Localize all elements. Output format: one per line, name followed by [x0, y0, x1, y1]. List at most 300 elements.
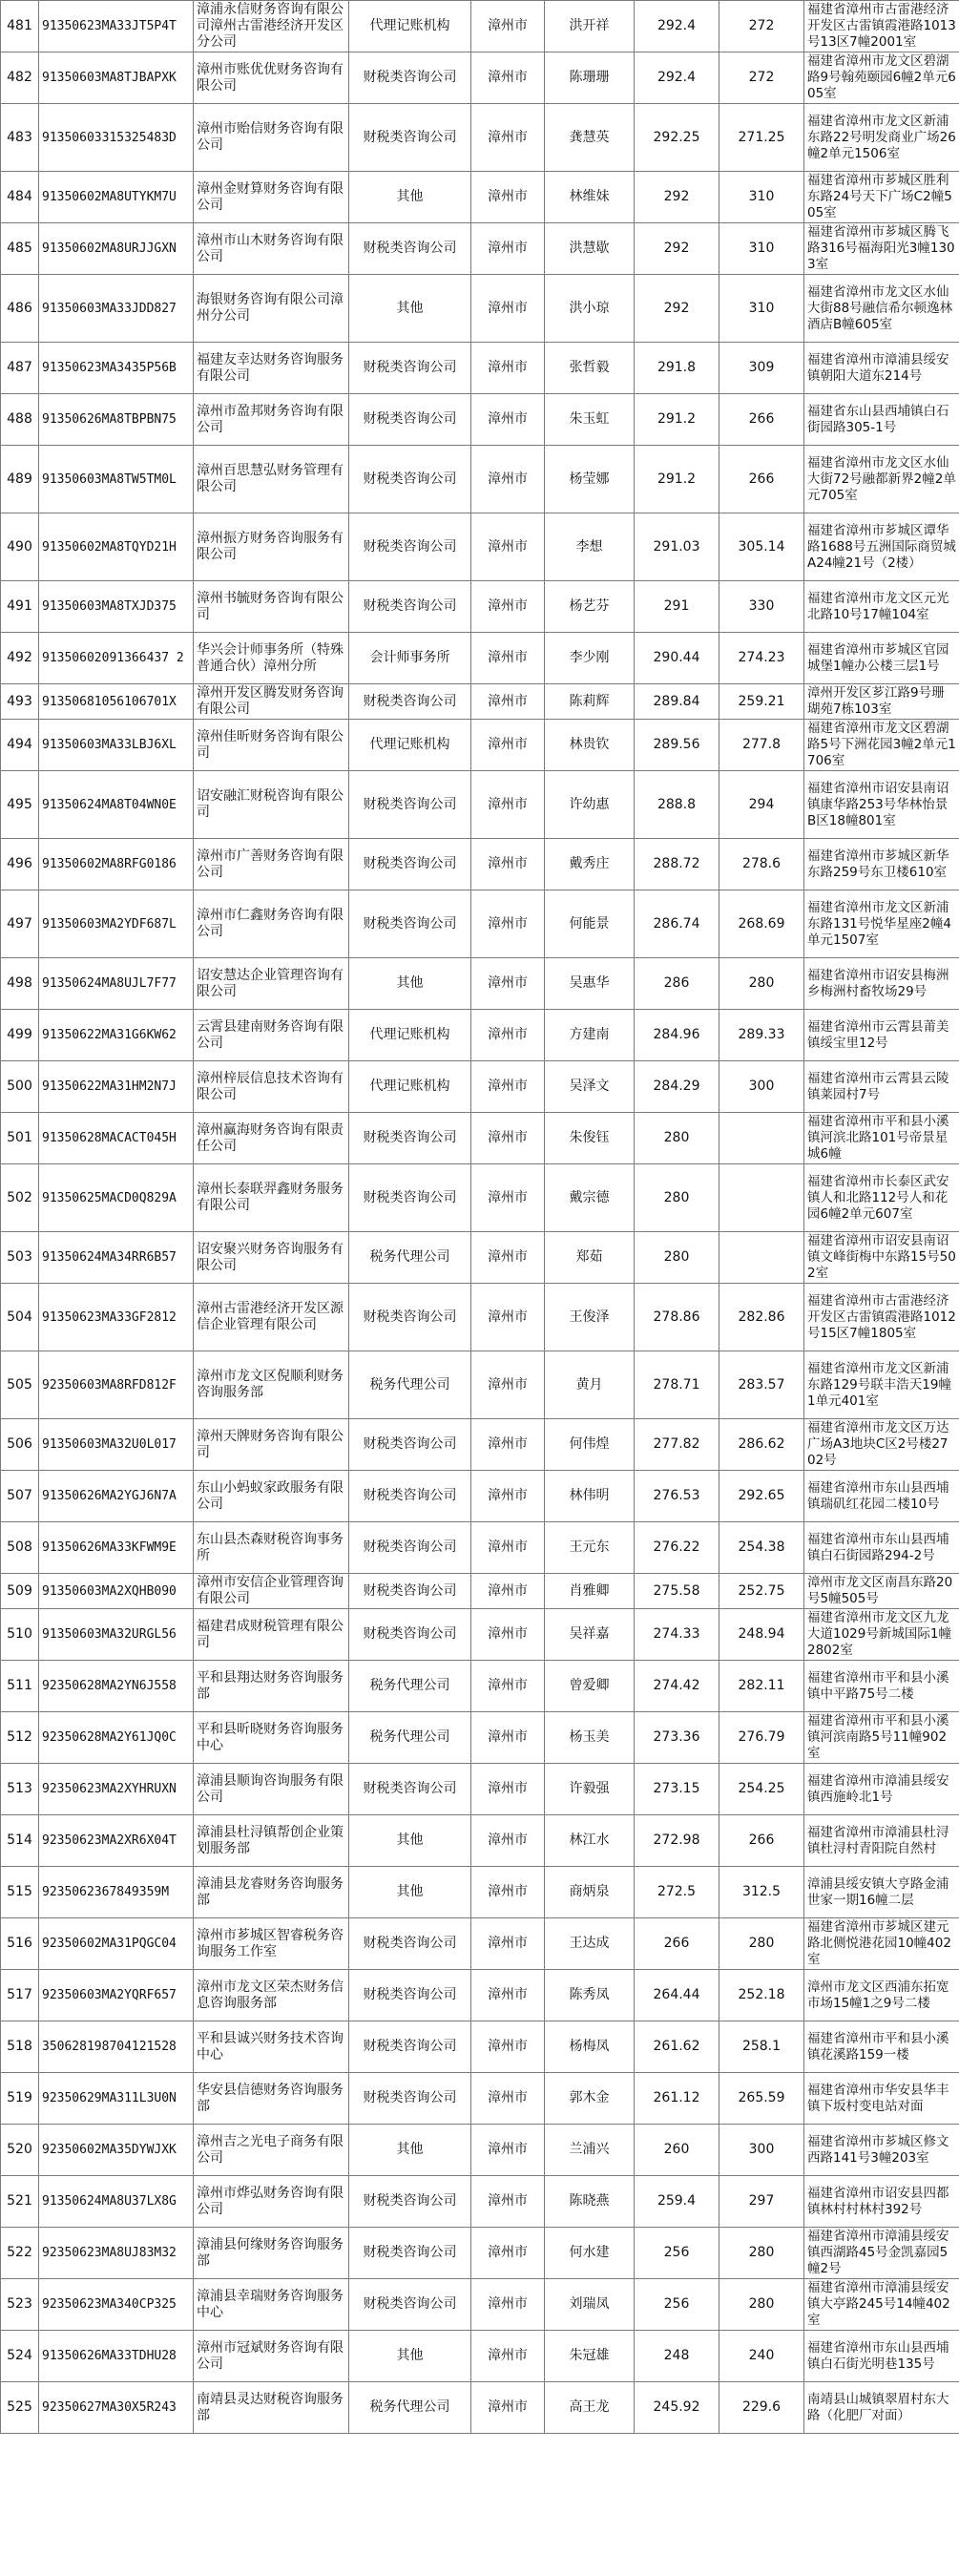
- cell-score-1: 290.44: [635, 633, 719, 684]
- table-row: [1, 1764, 959, 1815]
- cell-city: 漳州市: [471, 581, 545, 633]
- cell-score-1: 292: [635, 275, 719, 343]
- cell-contact: 林维妹: [545, 172, 635, 223]
- cell-city: 漳州市: [471, 1164, 545, 1232]
- cell-city: 漳州市: [471, 720, 545, 771]
- table-row: [1, 1351, 959, 1419]
- cell-score-2: 300: [719, 2125, 804, 2176]
- cell-city: 漳州市: [471, 1574, 545, 1609]
- cell-index: 498: [1, 958, 39, 1010]
- table-row: [1, 684, 959, 720]
- cell-address: 福建省漳州市龙文区水仙大街88号融信希尔顿逸林酒店B幢605室: [804, 275, 959, 343]
- cell-score-2: 282.11: [719, 1661, 804, 1712]
- cell-company-name: 漳州市贻信财务咨询有限公司: [194, 104, 349, 172]
- table-row: [1, 1419, 959, 1471]
- cell-company-name: 华安县信德财务咨询服务部: [194, 2073, 349, 2125]
- cell-contact: 何能景: [545, 890, 635, 958]
- cell-city: 漳州市: [471, 1232, 545, 1284]
- cell-contact: 杨莹娜: [545, 446, 635, 513]
- cell-company-name: 华兴会计师事务所（特殊普通合伙）漳州分所: [194, 633, 349, 684]
- cell-index: 487: [1, 343, 39, 394]
- cell-index: 500: [1, 1061, 39, 1113]
- cell-company-name: 漳州书毓财务咨询有限公司: [194, 581, 349, 633]
- cell-company-name: 漳州古雷港经济开发区源信企业管理有限公司: [194, 1284, 349, 1351]
- cell-address: 福建省漳州市长泰区武安镇人和北路112号人和花园6幢2单元607室: [804, 1164, 959, 1232]
- cell-index: 482: [1, 52, 39, 104]
- cell-org-type: 财税类咨询公司: [349, 2228, 471, 2279]
- cell-city: 漳州市: [471, 513, 545, 581]
- cell-city: 漳州市: [471, 2228, 545, 2279]
- cell-address: 福建省漳州市芗城区胜利东路24号天下广场C2幢505室: [804, 172, 959, 223]
- cell-org-type: 财税类咨询公司: [349, 1113, 471, 1164]
- cell-org-type: 财税类咨询公司: [349, 2176, 471, 2228]
- cell-city: 漳州市: [471, 1712, 545, 1764]
- cell-city: 漳州市: [471, 2382, 545, 2434]
- cell-company-name: 漳州市安信企业管理咨询有限公司: [194, 1574, 349, 1609]
- cell-score-1: 284.29: [635, 1061, 719, 1113]
- table-row: [1, 1522, 959, 1574]
- cell-city: 漳州市: [471, 839, 545, 890]
- cell-score-2: 272: [719, 52, 804, 104]
- cell-org-type: 财税类咨询公司: [349, 1284, 471, 1351]
- table-row: [1, 1815, 959, 1867]
- cell-address: 福建省漳州市平和县小溪镇中平路75号二楼: [804, 1661, 959, 1712]
- table-row: [1, 890, 959, 958]
- cell-company-name: 漳州市广善财务咨询有限公司: [194, 839, 349, 890]
- cell-credit-code: 92350623MA340CP325: [39, 2279, 194, 2331]
- cell-company-name: 平和县翔达财务咨询服务部: [194, 1661, 349, 1712]
- cell-address: 福建省漳州市龙文区元光北路10号17幢104室: [804, 581, 959, 633]
- table-row: [1, 633, 959, 684]
- table-row: [1, 1, 959, 52]
- cell-address: 福建省漳州市诏安县梅洲乡梅洲村畜牧场29号: [804, 958, 959, 1010]
- cell-org-type: 财税类咨询公司: [349, 104, 471, 172]
- cell-index: 518: [1, 2021, 39, 2073]
- cell-company-name: 漳州振方财务咨询服务有限公司: [194, 513, 349, 581]
- cell-address: 福建省漳州市芗城区新华东路259号东卫楼610室: [804, 839, 959, 890]
- cell-credit-code: 92350628MA2YN6J558: [39, 1661, 194, 1712]
- cell-company-name: 诏安慧达企业管理咨询有限公司: [194, 958, 349, 1010]
- cell-credit-code: 92350603MA2YQRF657: [39, 1970, 194, 2021]
- cell-city: 漳州市: [471, 1609, 545, 1661]
- cell-credit-code: 91350622MA31G6KW62: [39, 1010, 194, 1061]
- cell-score-1: 288.8: [635, 771, 719, 839]
- cell-org-type: 财税类咨询公司: [349, 1471, 471, 1522]
- cell-credit-code: 91350603MA8TW5TM0L: [39, 446, 194, 513]
- cell-city: 漳州市: [471, 104, 545, 172]
- cell-org-type: 其他: [349, 1867, 471, 1918]
- cell-credit-code: 91350625MACD0Q829A: [39, 1164, 194, 1232]
- cell-contact: 林江水: [545, 1815, 635, 1867]
- table-row: [1, 1970, 959, 2021]
- cell-company-name: 漳州市烨弘财务咨询有限公司: [194, 2176, 349, 2228]
- table-row: [1, 172, 959, 223]
- cell-credit-code: 92350629MA311L3U0N: [39, 2073, 194, 2125]
- cell-company-name: 漳州市盈邦财务咨询有限公司: [194, 394, 349, 446]
- cell-score-2: 271.25: [719, 104, 804, 172]
- cell-org-type: 财税类咨询公司: [349, 771, 471, 839]
- cell-city: 漳州市: [471, 1918, 545, 1970]
- cell-company-name: 漳浦县龙睿财务咨询服务部: [194, 1867, 349, 1918]
- cell-org-type: 税务代理公司: [349, 2382, 471, 2434]
- cell-index: 504: [1, 1284, 39, 1351]
- table-row: [1, 1284, 959, 1351]
- cell-score-2: 272: [719, 1, 804, 52]
- cell-index: 491: [1, 581, 39, 633]
- cell-contact: 张哲毅: [545, 343, 635, 394]
- cell-score-2: 252.18: [719, 1970, 804, 2021]
- cell-contact: 陈莉辉: [545, 684, 635, 720]
- table-row: [1, 2331, 959, 2382]
- cell-score-2: 254.38: [719, 1522, 804, 1574]
- cell-address: 福建省漳州市龙文区新浦东路22号明发商业广场26幢2单元1506室: [804, 104, 959, 172]
- cell-org-type: 税务代理公司: [349, 1232, 471, 1284]
- table-row: [1, 1232, 959, 1284]
- cell-city: 漳州市: [471, 172, 545, 223]
- cell-score-1: 273.15: [635, 1764, 719, 1815]
- cell-score-2: 278.6: [719, 839, 804, 890]
- cell-city: 漳州市: [471, 1010, 545, 1061]
- cell-credit-code: 92350602MA31PQGC04: [39, 1918, 194, 1970]
- cell-address: 福建省漳州市龙文区碧湖路5号下洲花园3幢2单元1706室: [804, 720, 959, 771]
- table-row: [1, 2021, 959, 2073]
- cell-score-1: 292: [635, 172, 719, 223]
- cell-city: 漳州市: [471, 1419, 545, 1471]
- cell-company-name: 漳州市仁鑫财务咨询有限公司: [194, 890, 349, 958]
- cell-contact: 朱玉虹: [545, 394, 635, 446]
- cell-contact: 高王龙: [545, 2382, 635, 2434]
- cell-contact: 吴惠华: [545, 958, 635, 1010]
- cell-contact: 方建南: [545, 1010, 635, 1061]
- cell-score-1: 266: [635, 1918, 719, 1970]
- cell-city: 漳州市: [471, 2021, 545, 2073]
- cell-score-2: 266: [719, 1815, 804, 1867]
- cell-contact: 兰浦兴: [545, 2125, 635, 2176]
- cell-credit-code: 91350623MA3435P56B: [39, 343, 194, 394]
- cell-org-type: 财税类咨询公司: [349, 1419, 471, 1471]
- table-row: [1, 1574, 959, 1609]
- cell-score-1: 259.4: [635, 2176, 719, 2228]
- cell-score-2: 266: [719, 394, 804, 446]
- table-row: [1, 446, 959, 513]
- cell-index: 499: [1, 1010, 39, 1061]
- cell-score-2: 254.25: [719, 1764, 804, 1815]
- cell-index: 520: [1, 2125, 39, 2176]
- cell-credit-code: 91350603MA2YDF687L: [39, 890, 194, 958]
- cell-address: 福建省漳州市漳浦县绥安镇朝阳大道东214号: [804, 343, 959, 394]
- cell-contact: 龚慧英: [545, 104, 635, 172]
- cell-index: 506: [1, 1419, 39, 1471]
- cell-score-2: [719, 1113, 804, 1164]
- cell-contact: 何伟煌: [545, 1419, 635, 1471]
- cell-address: 福建省漳州市漳浦县杜浔镇杜浔村青阳院自然村: [804, 1815, 959, 1867]
- cell-score-2: 280: [719, 1918, 804, 1970]
- cell-address: 福建省漳州市古雷港经济开发区古雷镇霞港路1013号13区7幢2001室: [804, 1, 959, 52]
- cell-contact: 王俊泽: [545, 1284, 635, 1351]
- cell-address: 福建省漳州市诏安县四都镇林村村林村392号: [804, 2176, 959, 2228]
- cell-org-type: 财税类咨询公司: [349, 2073, 471, 2125]
- cell-company-name: 漳州市山木财务咨询有限公司: [194, 223, 349, 275]
- cell-score-1: 284.96: [635, 1010, 719, 1061]
- cell-score-2: 280: [719, 2279, 804, 2331]
- cell-company-name: 平和县诚兴财务技术咨询中心: [194, 2021, 349, 2073]
- cell-score-1: 288.72: [635, 839, 719, 890]
- cell-index: 524: [1, 2331, 39, 2382]
- cell-org-type: 财税类咨询公司: [349, 2021, 471, 2073]
- cell-score-2: 248.94: [719, 1609, 804, 1661]
- cell-credit-code: 92350623MA2XR6X04T: [39, 1815, 194, 1867]
- cell-credit-code: 91350624MA8UJL7F77: [39, 958, 194, 1010]
- cell-score-1: 278.86: [635, 1284, 719, 1351]
- cell-score-1: 291.2: [635, 394, 719, 446]
- cell-org-type: 其他: [349, 2125, 471, 2176]
- cell-score-1: 272.98: [635, 1815, 719, 1867]
- cell-contact: 何水建: [545, 2228, 635, 2279]
- cell-org-type: 财税类咨询公司: [349, 52, 471, 104]
- table-row: [1, 771, 959, 839]
- cell-company-name: 福建友幸达财务咨询服务有限公司: [194, 343, 349, 394]
- cell-index: 513: [1, 1764, 39, 1815]
- cell-score-2: 252.75: [719, 1574, 804, 1609]
- cell-index: 485: [1, 223, 39, 275]
- cell-city: 漳州市: [471, 275, 545, 343]
- cell-credit-code: 350628198704121528: [39, 2021, 194, 2073]
- cell-org-type: 财税类咨询公司: [349, 1764, 471, 1815]
- cell-score-1: 256: [635, 2279, 719, 2331]
- cell-score-1: 286: [635, 958, 719, 1010]
- cell-index: 502: [1, 1164, 39, 1232]
- cell-index: 493: [1, 684, 39, 720]
- cell-address: 漳州市龙文区南昌东路20号5幢505号: [804, 1574, 959, 1609]
- cell-city: 漳州市: [471, 684, 545, 720]
- cell-city: 漳州市: [471, 1284, 545, 1351]
- cell-city: 漳州市: [471, 1970, 545, 2021]
- cell-score-2: 297: [719, 2176, 804, 2228]
- cell-score-2: 289.33: [719, 1010, 804, 1061]
- cell-index: 514: [1, 1815, 39, 1867]
- cell-address: 南靖县山城镇翠眉村东大路（化肥厂对面）: [804, 2382, 959, 2434]
- cell-score-1: 289.56: [635, 720, 719, 771]
- cell-index: 508: [1, 1522, 39, 1574]
- cell-contact: 戴秀庄: [545, 839, 635, 890]
- cell-credit-code: 91350603MA2XQHB090: [39, 1574, 194, 1609]
- cell-org-type: 其他: [349, 275, 471, 343]
- cell-contact: 林贵钦: [545, 720, 635, 771]
- cell-company-name: 福建君成财税管理有限公司: [194, 1609, 349, 1661]
- table-row: [1, 1010, 959, 1061]
- cell-score-1: 291: [635, 581, 719, 633]
- cell-org-type: 财税类咨询公司: [349, 1164, 471, 1232]
- cell-address: 福建省漳州市诏安县南诏镇康华路253号华林怡景B区18幢801室: [804, 771, 959, 839]
- cell-city: 漳州市: [471, 1867, 545, 1918]
- table-row: [1, 1061, 959, 1113]
- cell-score-1: 278.71: [635, 1351, 719, 1419]
- cell-address: 漳州市龙文区西浦东拓宽市场15幢1之9号二楼: [804, 1970, 959, 2021]
- cell-city: 漳州市: [471, 1113, 545, 1164]
- cell-city: 漳州市: [471, 1522, 545, 1574]
- cell-credit-code: 92350628MA2Y61JQ0C: [39, 1712, 194, 1764]
- table-row: [1, 2228, 959, 2279]
- cell-contact: 曾爱卿: [545, 1661, 635, 1712]
- cell-score-1: 256: [635, 2228, 719, 2279]
- cell-org-type: 代理记账机构: [349, 1010, 471, 1061]
- cell-index: 511: [1, 1661, 39, 1712]
- cell-score-2: 258.1: [719, 2021, 804, 2073]
- cell-company-name: 漳浦县何缘财务咨询服务部: [194, 2228, 349, 2279]
- cell-index: 523: [1, 2279, 39, 2331]
- cell-credit-code: 92350602MA35DYWJXK: [39, 2125, 194, 2176]
- cell-company-name: 东山县杰森财税咨询事务所: [194, 1522, 349, 1574]
- cell-credit-code: 91350603315325483D: [39, 104, 194, 172]
- cell-company-name: 云霄县建南财务咨询有限公司: [194, 1010, 349, 1061]
- cell-address: 福建省漳州市芗城区腾飞路316号福海阳光3幢1303室: [804, 223, 959, 275]
- cell-score-1: 260: [635, 2125, 719, 2176]
- cell-score-2: 280: [719, 2228, 804, 2279]
- cell-city: 漳州市: [471, 958, 545, 1010]
- cell-company-name: 漳州佳昕财务咨询有限公司: [194, 720, 349, 771]
- cell-org-type: 财税类咨询公司: [349, 1522, 471, 1574]
- cell-score-1: 280: [635, 1164, 719, 1232]
- cell-city: 漳州市: [471, 1061, 545, 1113]
- cell-index: 496: [1, 839, 39, 890]
- cell-score-1: 276.22: [635, 1522, 719, 1574]
- cell-score-1: 292: [635, 223, 719, 275]
- table-row: [1, 1918, 959, 1970]
- cell-score-2: 268.69: [719, 890, 804, 958]
- table-row: [1, 394, 959, 446]
- cell-org-type: 税务代理公司: [349, 1712, 471, 1764]
- cell-address: 福建省漳州市龙文区新浦东路129号联丰浩天19幢1单元401室: [804, 1351, 959, 1419]
- cell-contact: 许幼惠: [545, 771, 635, 839]
- table-row: [1, 2382, 959, 2434]
- cell-city: 漳州市: [471, 1661, 545, 1712]
- cell-index: 521: [1, 2176, 39, 2228]
- table-row: [1, 513, 959, 581]
- table-row: [1, 2176, 959, 2228]
- cell-score-1: 245.92: [635, 2382, 719, 2434]
- cell-company-name: 漳浦县杜浔镇帮创企业策划服务部: [194, 1815, 349, 1867]
- cell-company-name: 平和县昕晓财务咨询服务中心: [194, 1712, 349, 1764]
- cell-contact: 吴祥嘉: [545, 1609, 635, 1661]
- cell-contact: 杨艺芬: [545, 581, 635, 633]
- table-row: [1, 1867, 959, 1918]
- cell-credit-code: 91350681056106701X: [39, 684, 194, 720]
- cell-index: 522: [1, 2228, 39, 2279]
- cell-contact: 陈珊珊: [545, 52, 635, 104]
- cell-org-type: 会计师事务所: [349, 633, 471, 684]
- table-body: [1, 1, 959, 2434]
- cell-city: 漳州市: [471, 633, 545, 684]
- cell-org-type: 代理记账机构: [349, 720, 471, 771]
- cell-contact: 朱俊钰: [545, 1113, 635, 1164]
- cell-credit-code: 91350623MA33GF2812: [39, 1284, 194, 1351]
- cell-score-1: 291.2: [635, 446, 719, 513]
- cell-index: 516: [1, 1918, 39, 1970]
- cell-contact: 许毅强: [545, 1764, 635, 1815]
- cell-credit-code: 91350623MA33JT5P4T: [39, 1, 194, 52]
- cell-index: 489: [1, 446, 39, 513]
- cell-contact: 杨梅凤: [545, 2021, 635, 2073]
- cell-company-name: 漳浦县顺询咨询服务有限公司: [194, 1764, 349, 1815]
- cell-company-name: 诏安融汇财税咨询有限公司: [194, 771, 349, 839]
- cell-credit-code: 91350602MA8RFG0186: [39, 839, 194, 890]
- cell-score-2: [719, 1164, 804, 1232]
- cell-contact: 陈秀凤: [545, 1970, 635, 2021]
- cell-contact: 朱冠雄: [545, 2331, 635, 2382]
- cell-address: 福建省漳州市芗城区建元路北侧悦港花园10幢402室: [804, 1918, 959, 1970]
- cell-city: 漳州市: [471, 2176, 545, 2228]
- cell-org-type: 财税类咨询公司: [349, 890, 471, 958]
- cell-index: 497: [1, 890, 39, 958]
- cell-score-1: 280: [635, 1232, 719, 1284]
- cell-contact: 吴泽文: [545, 1061, 635, 1113]
- cell-credit-code: 91350626MA33TDHU28: [39, 2331, 194, 2382]
- cell-index: 515: [1, 1867, 39, 1918]
- cell-city: 漳州市: [471, 1815, 545, 1867]
- cell-score-2: 277.8: [719, 720, 804, 771]
- cell-address: 福建省漳州市平和县小溪镇花溪路159一楼: [804, 2021, 959, 2073]
- cell-score-1: 286.74: [635, 890, 719, 958]
- cell-org-type: 财税类咨询公司: [349, 513, 471, 581]
- cell-org-type: 财税类咨询公司: [349, 2279, 471, 2331]
- cell-org-type: 财税类咨询公司: [349, 343, 471, 394]
- cell-score-2: 240: [719, 2331, 804, 2382]
- cell-score-2: 265.59: [719, 2073, 804, 2125]
- table-row: [1, 2279, 959, 2331]
- cell-score-2: 266: [719, 446, 804, 513]
- cell-score-1: 274.42: [635, 1661, 719, 1712]
- cell-company-name: 漳州吉之光电子商务有限公司: [194, 2125, 349, 2176]
- cell-city: 漳州市: [471, 52, 545, 104]
- table-row: [1, 1164, 959, 1232]
- cell-score-2: 280: [719, 958, 804, 1010]
- cell-index: 510: [1, 1609, 39, 1661]
- cell-index: 494: [1, 720, 39, 771]
- cell-score-2: 259.21: [719, 684, 804, 720]
- cell-company-name: 漳浦永信财务咨询有限公司漳州古雷港经济开发区分公司: [194, 1, 349, 52]
- cell-index: 484: [1, 172, 39, 223]
- cell-company-name: 漳州市芗城区智睿税务咨询服务工作室: [194, 1918, 349, 1970]
- cell-index: 505: [1, 1351, 39, 1419]
- cell-address: 福建省漳州市东山县西埔镇白石街光明巷135号: [804, 2331, 959, 2382]
- table-row: [1, 104, 959, 172]
- cell-company-name: 南靖县灵达财税咨询服务部: [194, 2382, 349, 2434]
- cell-score-1: 275.58: [635, 1574, 719, 1609]
- cell-company-name: 漳州市冠斌财务咨询有限公司: [194, 2331, 349, 2382]
- cell-city: 漳州市: [471, 1, 545, 52]
- cell-company-name: 漳州天牌财务咨询有限公司: [194, 1419, 349, 1471]
- cell-index: 495: [1, 771, 39, 839]
- cell-credit-code: 91350603MA32URGL56: [39, 1609, 194, 1661]
- cell-company-name: 漳州市龙文区倪顺利财务咨询服务部: [194, 1351, 349, 1419]
- cell-city: 漳州市: [471, 2125, 545, 2176]
- cell-credit-code: 92350603MA8RFD812F: [39, 1351, 194, 1419]
- cell-org-type: 财税类咨询公司: [349, 394, 471, 446]
- cell-company-name: 漳州赢海财务咨询有限责任公司: [194, 1113, 349, 1164]
- cell-city: 漳州市: [471, 2073, 545, 2125]
- cell-address: 福建省漳州市龙文区万达广场A3地块C区2号楼2702号: [804, 1419, 959, 1471]
- cell-contact: 肖雅卿: [545, 1574, 635, 1609]
- cell-org-type: 财税类咨询公司: [349, 1970, 471, 2021]
- cell-city: 漳州市: [471, 446, 545, 513]
- cell-score-2: 274.23: [719, 633, 804, 684]
- cell-credit-code: 91350603MA33JDD827: [39, 275, 194, 343]
- cell-index: 509: [1, 1574, 39, 1609]
- cell-org-type: 财税类咨询公司: [349, 223, 471, 275]
- cell-contact: 郑茹: [545, 1232, 635, 1284]
- table-row: [1, 839, 959, 890]
- cell-credit-code: 91350603MA33LBJ6XL: [39, 720, 194, 771]
